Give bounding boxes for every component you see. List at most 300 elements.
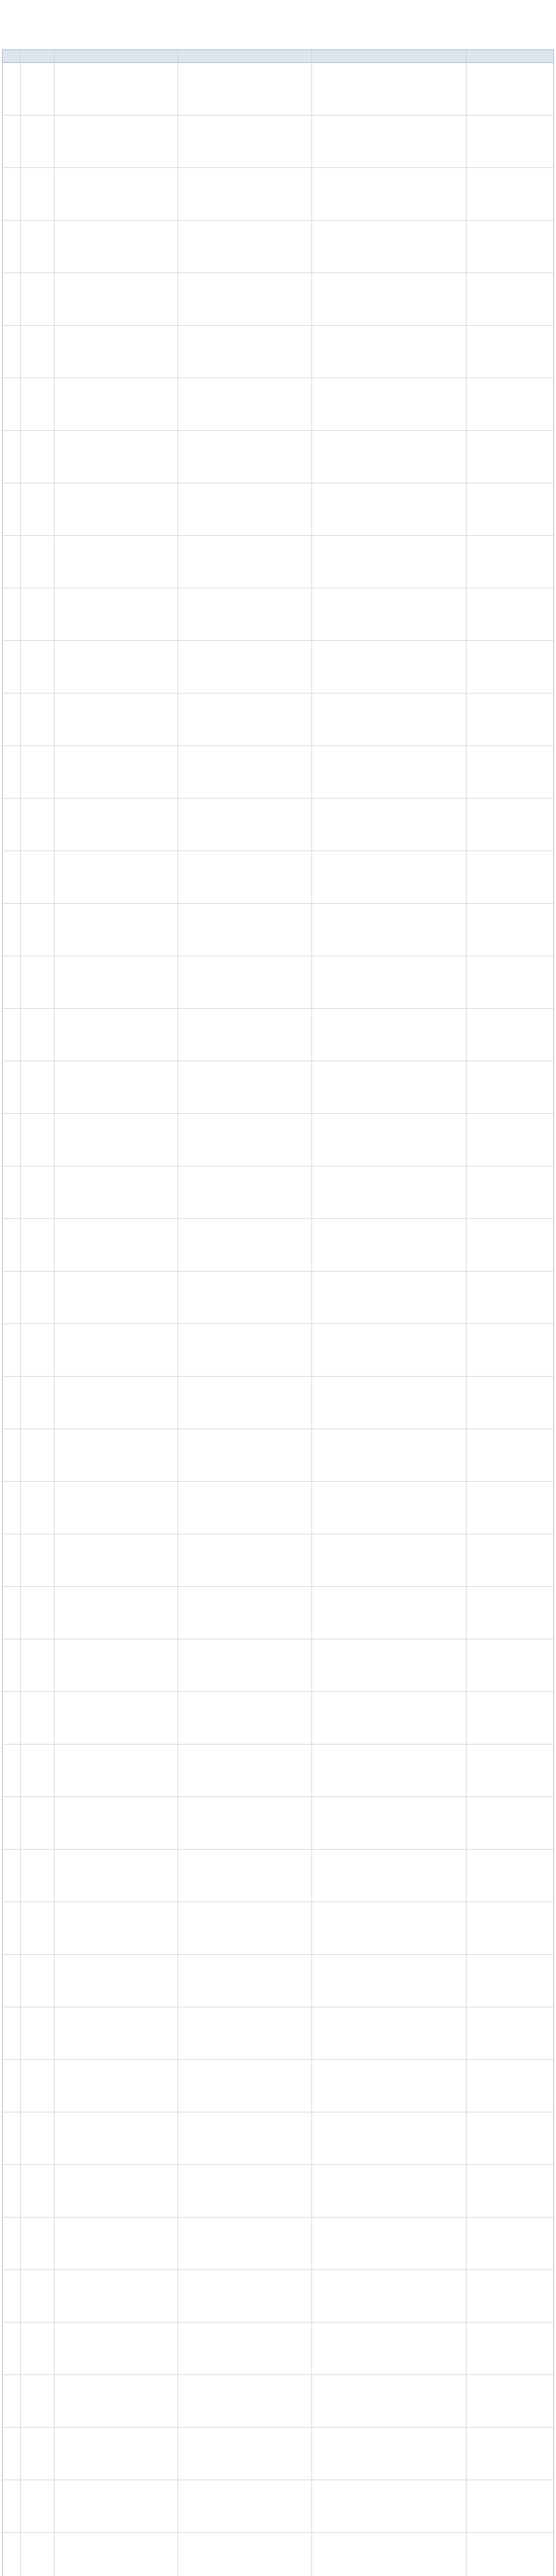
cell-note — [466, 1166, 553, 1218]
header-note — [466, 50, 553, 62]
cell-no — [3, 2007, 20, 2059]
cell-institution — [54, 1849, 178, 1902]
cell-phone — [311, 325, 466, 378]
cell-phone — [311, 745, 466, 798]
cell-phone — [311, 1271, 466, 1324]
cell-institution — [54, 1534, 178, 1586]
cell-no — [3, 2375, 20, 2427]
cell-address — [178, 2322, 311, 2375]
cell-no — [3, 2059, 20, 2112]
cell-address — [178, 430, 311, 483]
cell-phone — [311, 1691, 466, 1744]
cell-district — [20, 1954, 54, 2007]
cell-note — [466, 798, 553, 851]
cell-institution — [54, 1797, 178, 1849]
cell-address — [178, 1008, 311, 1061]
cell-note — [466, 2427, 553, 2480]
cell-district — [20, 62, 54, 115]
cell-phone — [311, 220, 466, 273]
cell-no — [3, 798, 20, 851]
cell-phone — [311, 62, 466, 115]
table-row — [3, 745, 553, 799]
cell-phone — [311, 2480, 466, 2532]
cell-phone — [311, 1849, 466, 1902]
cell-note — [466, 2217, 553, 2269]
cell-phone — [311, 430, 466, 483]
cell-address — [178, 1639, 311, 1691]
cell-phone — [311, 851, 466, 903]
table-row — [3, 115, 553, 168]
cell-phone — [311, 2269, 466, 2322]
table-row — [3, 1008, 553, 1061]
table-row — [3, 1061, 553, 1114]
table-row — [3, 1376, 553, 1429]
table-row — [3, 2112, 553, 2165]
table-row — [3, 1797, 553, 1850]
table-row — [3, 903, 553, 956]
cell-note — [466, 2112, 553, 2164]
cell-no — [3, 2480, 20, 2532]
cell-address — [178, 1324, 311, 1376]
cell-institution — [54, 1429, 178, 1481]
cell-note — [466, 851, 553, 903]
cell-institution — [54, 903, 178, 956]
cell-note — [466, 220, 553, 273]
cell-phone — [311, 1481, 466, 1534]
cell-institution — [54, 745, 178, 798]
cell-address — [178, 693, 311, 745]
cell-note — [466, 1639, 553, 1691]
cell-no — [3, 1691, 20, 1744]
cell-phone — [311, 2427, 466, 2480]
cell-address — [178, 1849, 311, 1902]
table-row — [3, 1481, 553, 1534]
cell-phone — [311, 956, 466, 1008]
table-row — [3, 1586, 553, 1639]
cell-institution — [54, 956, 178, 1008]
cell-note — [466, 2532, 553, 2576]
header-district — [20, 50, 54, 62]
cell-district — [20, 1849, 54, 1902]
cell-no — [3, 2532, 20, 2576]
cell-no — [3, 1324, 20, 1376]
table-row — [3, 2269, 553, 2323]
header-phone — [311, 50, 466, 62]
table-row — [3, 1166, 553, 1219]
cell-no — [3, 430, 20, 483]
cell-institution — [54, 2059, 178, 2112]
cell-institution — [54, 1324, 178, 1376]
cell-phone — [311, 2164, 466, 2217]
cell-district — [20, 1113, 54, 1166]
cell-phone — [311, 115, 466, 167]
cell-address — [178, 2007, 311, 2059]
cell-no — [3, 1113, 20, 1166]
cell-no — [3, 1849, 20, 1902]
table-row — [3, 2007, 553, 2060]
cell-note — [466, 325, 553, 378]
cell-phone — [311, 2375, 466, 2427]
cell-institution — [54, 535, 178, 588]
cell-institution — [54, 430, 178, 483]
table-row — [3, 483, 553, 536]
cell-address — [178, 1691, 311, 1744]
cell-institution — [54, 62, 178, 115]
table-row — [3, 1534, 553, 1587]
cell-institution — [54, 1376, 178, 1429]
cell-district — [20, 745, 54, 798]
cell-address — [178, 1744, 311, 1797]
cell-no — [3, 2217, 20, 2269]
cell-no — [3, 2269, 20, 2322]
table-row — [3, 2375, 553, 2428]
cell-phone — [311, 2059, 466, 2112]
cell-phone — [311, 1324, 466, 1376]
cell-note — [466, 745, 553, 798]
cell-no — [3, 220, 20, 273]
cell-no — [3, 1218, 20, 1271]
table-row — [3, 640, 553, 693]
cell-address — [178, 798, 311, 851]
cell-note — [466, 115, 553, 167]
cell-no — [3, 1639, 20, 1691]
cell-note — [466, 62, 553, 115]
cell-institution — [54, 1271, 178, 1324]
cell-no — [3, 1061, 20, 1113]
cell-address — [178, 1113, 311, 1166]
cell-note — [466, 2007, 553, 2059]
table-row — [3, 1271, 553, 1324]
table-row — [3, 693, 553, 746]
cell-institution — [54, 1481, 178, 1534]
cell-phone — [311, 1113, 466, 1166]
cell-note — [466, 167, 553, 220]
cell-institution — [54, 1061, 178, 1113]
cell-no — [3, 956, 20, 1008]
table-row — [3, 220, 553, 273]
cell-address — [178, 1902, 311, 1954]
cell-address — [178, 956, 311, 1008]
table-row — [3, 1954, 553, 2007]
cell-no — [3, 1166, 20, 1218]
cell-note — [466, 378, 553, 430]
header-address — [178, 50, 311, 62]
table-row — [3, 2164, 553, 2217]
cell-institution — [54, 2269, 178, 2322]
cell-address — [178, 2480, 311, 2532]
cell-district — [20, 378, 54, 430]
cell-institution — [54, 1639, 178, 1691]
cell-address — [178, 2217, 311, 2269]
cell-institution — [54, 2480, 178, 2532]
table-row — [3, 325, 553, 378]
cell-note — [466, 1691, 553, 1744]
table-row — [3, 2427, 553, 2480]
cell-address — [178, 1271, 311, 1324]
cell-no — [3, 483, 20, 535]
table-row — [3, 588, 553, 641]
cell-phone — [311, 903, 466, 956]
cell-note — [466, 1271, 553, 1324]
cell-address — [178, 1166, 311, 1218]
cell-institution — [54, 378, 178, 430]
cell-address — [178, 62, 311, 115]
cell-note — [466, 1797, 553, 1849]
cell-address — [178, 903, 311, 956]
cell-institution — [54, 693, 178, 745]
cell-note — [466, 2322, 553, 2375]
cell-phone — [311, 483, 466, 535]
cell-address — [178, 1061, 311, 1113]
cell-note — [466, 1586, 553, 1639]
cell-district — [20, 1376, 54, 1429]
cell-note — [466, 693, 553, 745]
cell-phone — [311, 640, 466, 693]
table-row — [3, 1639, 553, 1692]
cell-institution — [54, 1008, 178, 1061]
cell-institution — [54, 2427, 178, 2480]
cell-no — [3, 378, 20, 430]
cell-institution — [54, 2217, 178, 2269]
table-row — [3, 430, 553, 483]
table-row — [3, 2532, 553, 2576]
cell-institution — [54, 851, 178, 903]
cell-note — [466, 588, 553, 640]
cell-institution — [54, 2532, 178, 2576]
cell-no — [3, 693, 20, 745]
cell-note — [466, 1481, 553, 1534]
cell-note — [466, 1061, 553, 1113]
cell-phone — [311, 535, 466, 588]
cell-address — [178, 2059, 311, 2112]
table-row — [3, 273, 553, 326]
cell-address — [178, 1586, 311, 1639]
cell-address — [178, 2112, 311, 2164]
cell-note — [466, 1744, 553, 1797]
table-row — [3, 62, 553, 115]
cell-institution — [54, 1218, 178, 1271]
table-row — [3, 1902, 553, 1955]
table-row — [3, 2480, 553, 2533]
cell-phone — [311, 1744, 466, 1797]
table-header — [3, 50, 553, 63]
cell-institution — [54, 1166, 178, 1218]
cell-district — [20, 2164, 54, 2217]
header-no — [3, 50, 20, 62]
cell-district — [20, 2480, 54, 2532]
cell-institution — [54, 1113, 178, 1166]
cell-no — [3, 1376, 20, 1429]
cell-institution — [54, 588, 178, 640]
cell-note — [466, 535, 553, 588]
header-institution — [54, 50, 178, 62]
cell-no — [3, 2112, 20, 2164]
cell-institution — [54, 798, 178, 851]
cell-note — [466, 1534, 553, 1586]
cell-phone — [311, 1797, 466, 1849]
cell-institution — [54, 1954, 178, 2007]
cell-no — [3, 903, 20, 956]
cell-institution — [54, 640, 178, 693]
institution-table — [2, 49, 554, 2576]
cell-institution — [54, 167, 178, 220]
cell-address — [178, 325, 311, 378]
cell-note — [466, 1429, 553, 1481]
table-row — [3, 167, 553, 221]
cell-address — [178, 167, 311, 220]
cell-address — [178, 1481, 311, 1534]
cell-institution — [54, 115, 178, 167]
cell-no — [3, 1008, 20, 1061]
cell-note — [466, 273, 553, 325]
cell-address — [178, 2164, 311, 2217]
cell-address — [178, 588, 311, 640]
cell-address — [178, 535, 311, 588]
cell-institution — [54, 2164, 178, 2217]
cell-note — [466, 1008, 553, 1061]
cell-address — [178, 115, 311, 167]
cell-district — [20, 1639, 54, 1691]
cell-note — [466, 903, 553, 956]
cell-no — [3, 745, 20, 798]
cell-institution — [54, 220, 178, 273]
cell-note — [466, 1324, 553, 1376]
cell-note — [466, 1218, 553, 1271]
cell-no — [3, 325, 20, 378]
cell-no — [3, 62, 20, 115]
cell-note — [466, 956, 553, 1008]
cell-address — [178, 273, 311, 325]
cell-no — [3, 1481, 20, 1534]
cell-address — [178, 1429, 311, 1481]
cell-phone — [311, 1166, 466, 1218]
cell-institution — [54, 483, 178, 535]
cell-note — [466, 2164, 553, 2217]
cell-phone — [311, 1376, 466, 1429]
cell-institution — [54, 325, 178, 378]
table-row — [3, 956, 553, 1009]
cell-address — [178, 2375, 311, 2427]
cell-note — [466, 2375, 553, 2427]
cell-no — [3, 2164, 20, 2217]
cell-phone — [311, 1639, 466, 1691]
cell-note — [466, 1376, 553, 1429]
cell-institution — [54, 1744, 178, 1797]
cell-no — [3, 1271, 20, 1324]
cell-note — [466, 640, 553, 693]
cell-no — [3, 1744, 20, 1797]
cell-phone — [311, 2322, 466, 2375]
cell-no — [3, 273, 20, 325]
cell-note — [466, 1954, 553, 2007]
cell-note — [466, 2059, 553, 2112]
table-row — [3, 798, 553, 851]
cell-no — [3, 640, 20, 693]
cell-phone — [311, 378, 466, 430]
table-row — [3, 535, 553, 588]
cell-note — [466, 1902, 553, 1954]
cell-no — [3, 1954, 20, 2007]
cell-institution — [54, 2322, 178, 2375]
cell-address — [178, 851, 311, 903]
cell-phone — [311, 1429, 466, 1481]
table-row — [3, 1324, 553, 1377]
table-row — [3, 2217, 553, 2270]
cell-no — [3, 1797, 20, 1849]
cell-address — [178, 2532, 311, 2576]
cell-no — [3, 1902, 20, 1954]
cell-phone — [311, 2007, 466, 2059]
cell-phone — [311, 2532, 466, 2576]
cell-note — [466, 2480, 553, 2532]
cell-note — [466, 483, 553, 535]
cell-institution — [54, 1586, 178, 1639]
cell-no — [3, 851, 20, 903]
cell-address — [178, 483, 311, 535]
cell-institution — [54, 1902, 178, 1954]
cell-address — [178, 1218, 311, 1271]
cell-phone — [311, 2217, 466, 2269]
cell-phone — [311, 693, 466, 745]
cell-district — [20, 2375, 54, 2427]
cell-phone — [311, 2112, 466, 2164]
cell-no — [3, 2322, 20, 2375]
cell-address — [178, 1954, 311, 2007]
cell-institution — [54, 2007, 178, 2059]
cell-no — [3, 588, 20, 640]
cell-no — [3, 1534, 20, 1586]
cell-address — [178, 1797, 311, 1849]
cell-address — [178, 745, 311, 798]
cell-address — [178, 2269, 311, 2322]
table-row — [3, 851, 553, 904]
cell-no — [3, 1586, 20, 1639]
cell-phone — [311, 798, 466, 851]
cell-address — [178, 220, 311, 273]
cell-institution — [54, 1691, 178, 1744]
cell-no — [3, 1429, 20, 1481]
table-row — [3, 1218, 553, 1272]
cell-address — [178, 1534, 311, 1586]
cell-no — [3, 167, 20, 220]
table-row — [3, 1849, 553, 1902]
cell-phone — [311, 1586, 466, 1639]
cell-note — [466, 1113, 553, 1166]
cell-institution — [54, 273, 178, 325]
cell-phone — [311, 1218, 466, 1271]
cell-institution — [54, 2112, 178, 2164]
cell-phone — [311, 167, 466, 220]
table-row — [3, 378, 553, 431]
page-title — [0, 0, 556, 45]
cell-phone — [311, 1954, 466, 2007]
cell-phone — [311, 1008, 466, 1061]
cell-address — [178, 1376, 311, 1429]
cell-address — [178, 2427, 311, 2480]
cell-institution — [54, 2375, 178, 2427]
cell-note — [466, 1849, 553, 1902]
table-row — [3, 1691, 553, 1744]
cell-note — [466, 2269, 553, 2322]
cell-phone — [311, 1902, 466, 1954]
cell-note — [466, 430, 553, 483]
table-row — [3, 1113, 553, 1166]
cell-no — [3, 2427, 20, 2480]
cell-address — [178, 378, 311, 430]
cell-phone — [311, 273, 466, 325]
cell-phone — [311, 588, 466, 640]
table-row — [3, 1744, 553, 1797]
